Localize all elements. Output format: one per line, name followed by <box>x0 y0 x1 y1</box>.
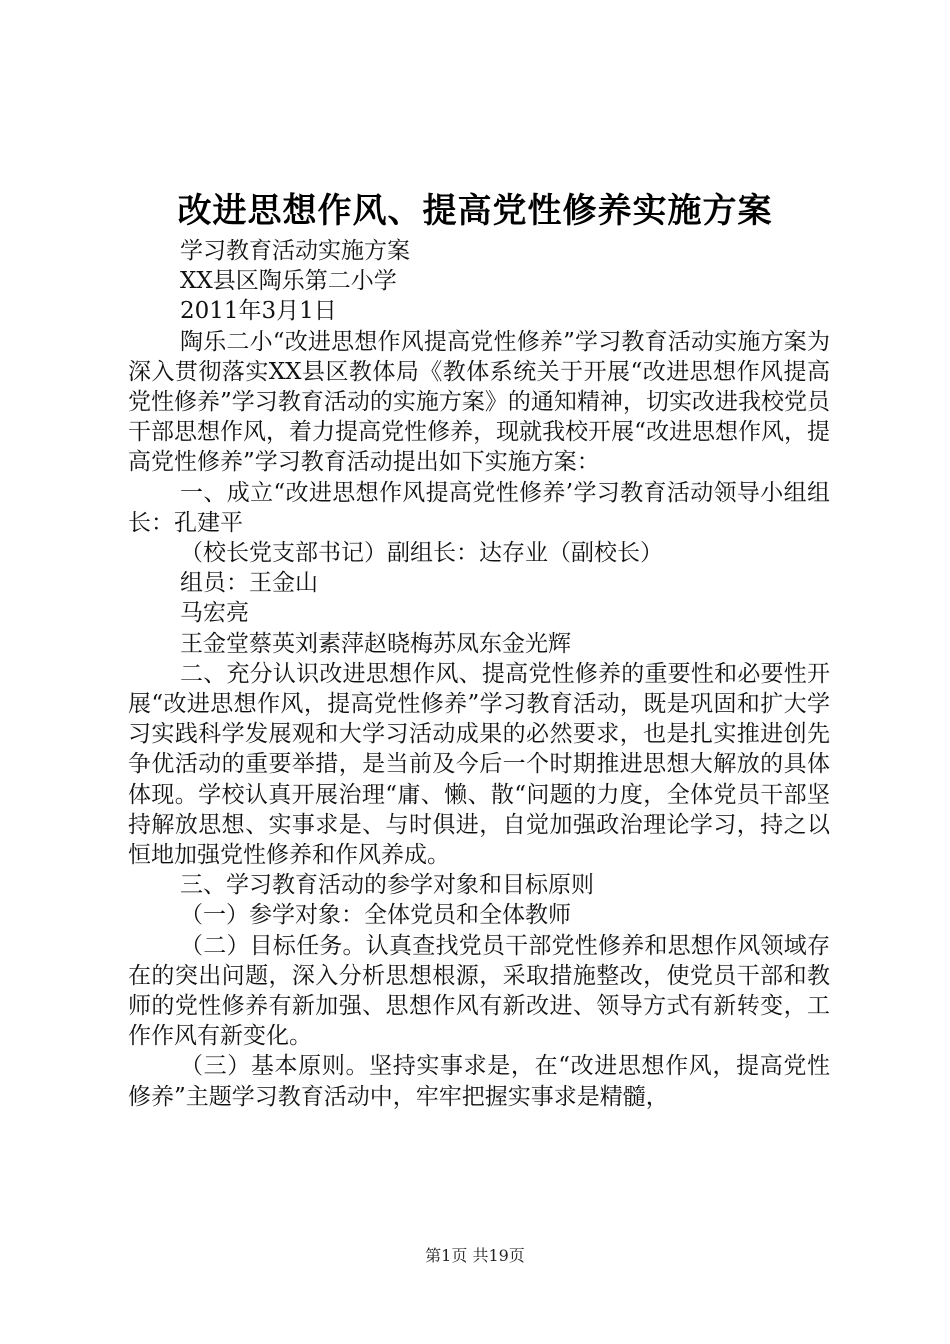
paragraph: 组员：王金山 <box>180 570 318 597</box>
paragraph: 王金堂蔡英刘素萍赵晓梅苏凤东金光辉 <box>180 630 571 657</box>
paragraph: XX县区陶乐第二小学 <box>180 268 397 295</box>
paragraph: 二、充分认识改进思想作风、提高党性修养的重要性和必要性开展“改进思想作风，提高党性修养”学习教育活动，既是巩固和扩大学习实践科学发展观和大学习活动成果的必然要求，也是扎实推进创先争优活动的重要举措，是当前及今后一个时期推进思想大解放的具体体现。学校认真开展治理“庸、懒、散“问题的力度，全体党员干部坚持解放思想、实事求是、与时俱进，自觉加强政治理论学习，持之以恒地加强党性修养和作风养成。 <box>128 660 830 869</box>
paragraph: 2011年3月1日 <box>180 298 337 325</box>
document-body <box>128 236 830 1112</box>
paragraph: （一）参学对象：全体党员和全体教师 <box>180 902 571 929</box>
page-number: 第1页 共19页 <box>425 1246 525 1265</box>
paragraph: （二）目标任务。认真查找党员干部党性修养和思想作风领域存在的突出问题，深入分析思想根源，采取措施整改，使党员干部和教师的党性修养有新加强、思想作风有新改进、领导方式有新转变，工作作风有新变化。 <box>128 932 830 1050</box>
paragraph: （校长党支部书记）副组长：达存业（副校长） <box>180 540 663 567</box>
paragraph: 学习教育活动实施方案 <box>180 238 410 264</box>
paragraph: 一、成立“改进思想作风提高党性修养’学习教育活动领导小组组长：孔建平 <box>128 479 830 536</box>
document-title: 改进思想作风、提高党性修养实施方案 <box>177 191 773 231</box>
paragraph: （三）基本原则。坚持实事求是，在“改进思想作风，提高党性修养”主题学习教育活动中，牢牢把握实事求是精髓， <box>128 1053 830 1110</box>
paragraph: 三、学习教育活动的参学对象和目标原则 <box>180 872 594 899</box>
paragraph: 马宏亮 <box>180 600 249 627</box>
paragraph: 陶乐二小“改进思想作风提高党性修养”学习教育活动实施方案为深入贯彻落实XX县区教体局《教体系统关于开展“改进思想作风提高党性修养”学习教育活动的实施方案》的通知精神，切实改进我校党员干部思想作风，着力提高党性修养，现就我校开展“改进思想作风，提高党性修养”学习教育活动提出如下实施方案： <box>128 328 830 476</box>
